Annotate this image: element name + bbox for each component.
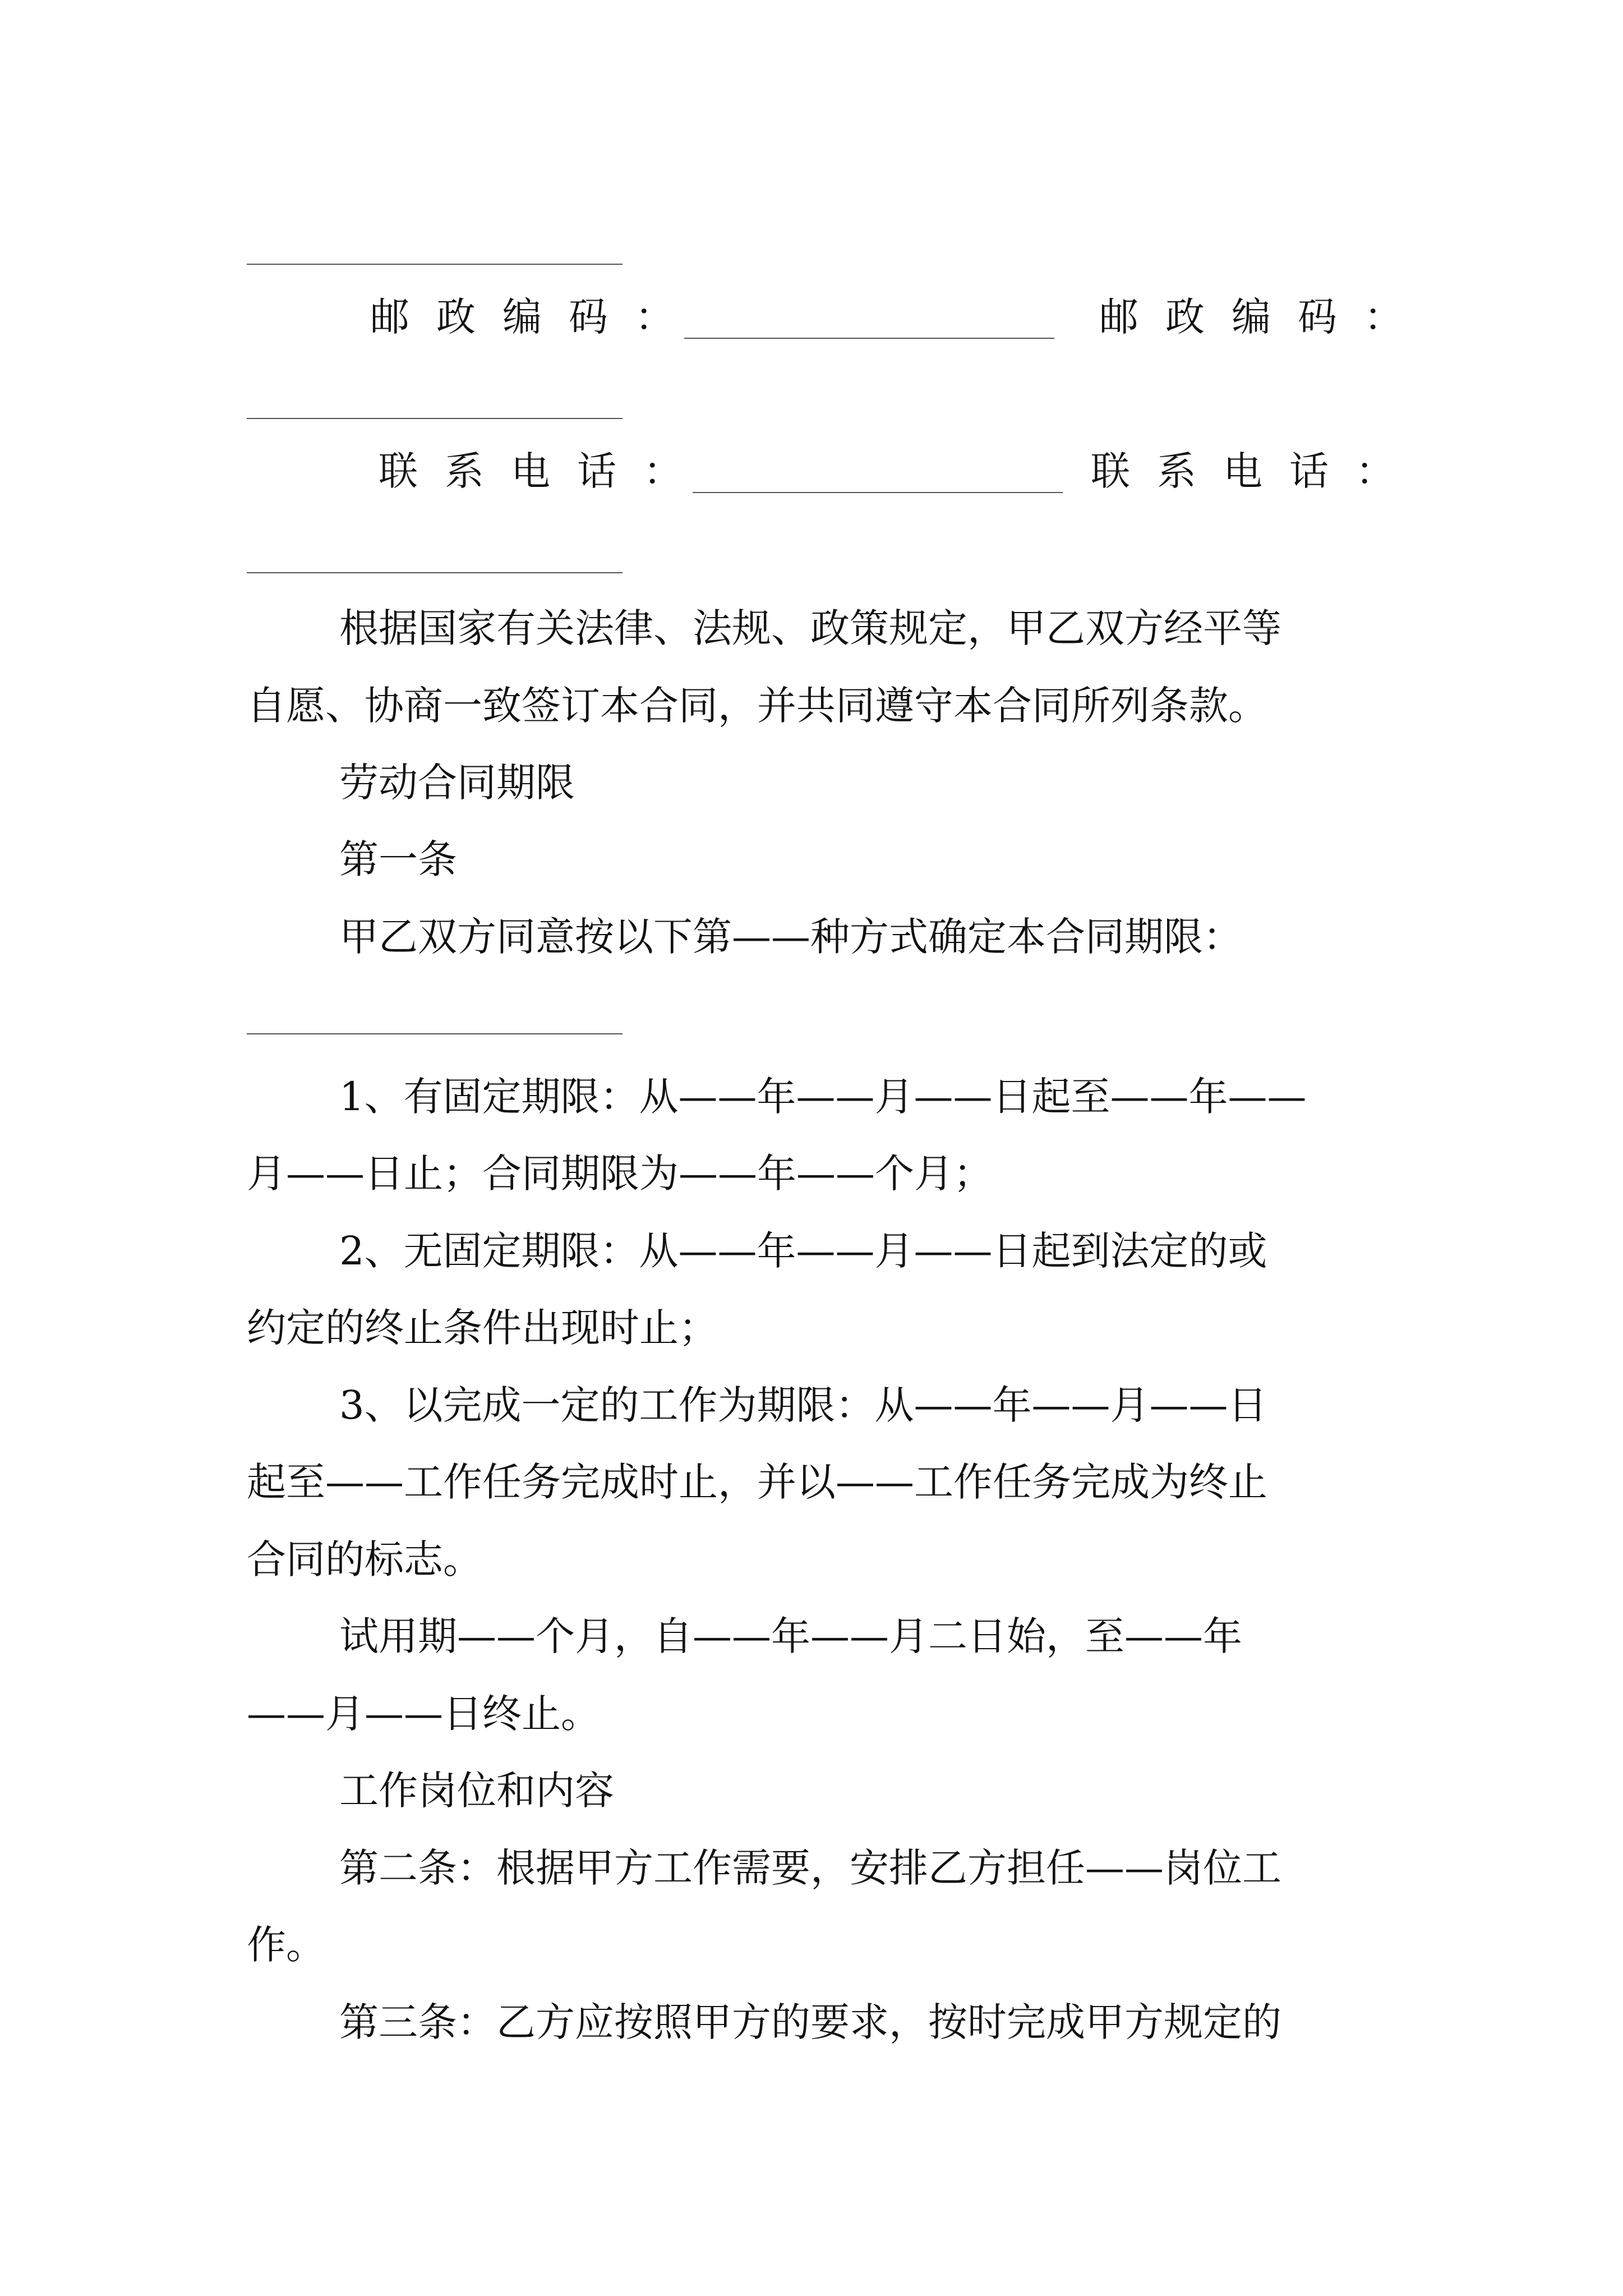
article-1-lead: 甲乙双方同意按以下第——种方式确定本合同期限： — [339, 914, 1242, 960]
phone-blank-left — [693, 492, 1063, 493]
postcode-label-left: 邮政编码： — [370, 294, 701, 340]
postcode-row — [0, 286, 1623, 348]
intro-line-1: 根据国家有关法律、法规、政策规定，甲乙双方经平等 — [339, 605, 1281, 651]
article-2-line-1: 第二条：根据甲方工作需要，安排乙方担任——岗位工 — [339, 1845, 1281, 1891]
postcode-blank-right-line — [247, 418, 623, 419]
option-1-line-2: 月——日止；合同期限为——年——个月； — [247, 1151, 993, 1197]
probation-line-2: ——月——日终止。 — [247, 1691, 600, 1737]
postcode-label-right: 邮政编码： — [1099, 294, 1430, 340]
option-2-line-1: 2、无固定期限：从——年——月——日起到法定的或 — [339, 1228, 1267, 1274]
intro-line-2: 自愿、协商一致签订本合同，并共同遵守本合同所列条款。 — [247, 683, 1267, 729]
section-heading-position: 工作岗位和内容 — [339, 1768, 614, 1814]
article-1-title: 第一条 — [339, 836, 457, 882]
phone-label-right: 联系电话： — [1091, 448, 1422, 494]
article-1-blank-line — [247, 1033, 623, 1034]
article-3-line-1: 第三条：乙方应按照甲方的要求，按时完成甲方规定的 — [339, 1999, 1281, 2045]
signature-blank-line — [247, 264, 623, 265]
probation-line-1: 试用期——个月，自——年——月二日始，至——年 — [339, 1613, 1242, 1659]
phone-label-left: 联系电话： — [379, 448, 709, 494]
postcode-blank-left — [684, 338, 1054, 339]
phone-blank-right-line — [247, 572, 623, 573]
phone-row — [0, 440, 1623, 502]
option-3-line-2: 起至——工作任务完成时止，并以——工作任务完成为终止 — [247, 1459, 1267, 1505]
article-2-line-2: 作。 — [247, 1922, 325, 1968]
option-1-line-1: 1、有固定期限：从——年——月——日起至——年—— — [339, 1074, 1307, 1120]
option-3-line-1: 3、以完成一定的工作为期限：从——年——月——日 — [339, 1382, 1267, 1428]
option-3-line-3: 合同的标志。 — [247, 1536, 482, 1582]
option-2-line-2: 约定的终止条件出现时止； — [247, 1305, 718, 1351]
section-heading-term: 劳动合同期限 — [339, 760, 575, 806]
